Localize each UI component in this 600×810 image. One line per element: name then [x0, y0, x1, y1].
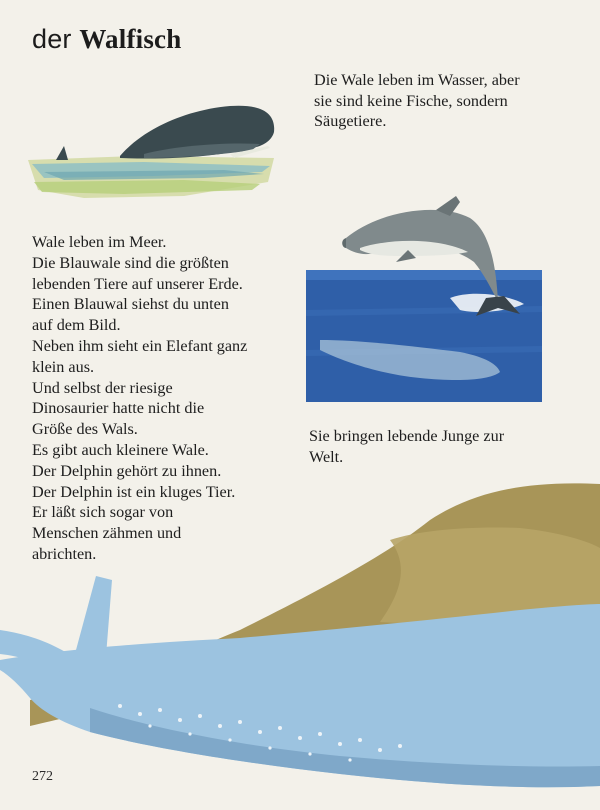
main-line: abrichten.: [32, 544, 97, 563]
main-line: auf dem Bild.: [32, 316, 121, 335]
intro-paragraph: [314, 70, 520, 132]
main-line: Die Blauwale sind die größten: [32, 253, 229, 272]
intro-line: Säugetiere.: [314, 112, 387, 130]
caption-line: Welt.: [309, 447, 344, 466]
title-article: der: [32, 24, 72, 54]
dolphin-illustration: [300, 190, 550, 412]
intro-line: Die Wale leben im Wasser, aber: [314, 71, 520, 89]
caption-paragraph: [309, 426, 504, 467]
main-line: Und selbst der riesige: [32, 378, 173, 397]
caption-line: Sie bringen lebende Junge zur: [309, 427, 505, 445]
main-line: Neben ihm sieht ein Elefant ganz: [32, 336, 248, 355]
main-line: lebenden Tiere auf unserer Erde.: [32, 274, 243, 293]
main-line: Menschen zähmen und: [32, 524, 182, 543]
intro-line: sie sind keine Fische, sondern: [314, 91, 508, 110]
title-noun: Walfisch: [79, 24, 182, 54]
main-line: Dinosaurier hatte nicht die: [32, 399, 205, 418]
main-line: Der Delphin gehört zu ihnen.: [32, 461, 222, 480]
main-line: Es gibt auch kleinere Wale.: [32, 440, 209, 459]
main-line: Der Delphin ist ein kluges Tier.: [32, 482, 236, 501]
main-line: Einen Blauwal siehst du unten: [32, 295, 229, 314]
sperm-whale-illustration: [24, 98, 284, 210]
main-line: Wale leben im Meer.: [32, 233, 167, 251]
main-line: Größe des Wals.: [32, 420, 138, 439]
main-line: klein aus.: [32, 357, 95, 376]
page-number: 272: [32, 769, 53, 784]
main-line: Er läßt sich sogar von: [32, 503, 174, 522]
main-paragraph: [32, 232, 247, 565]
page-title: [32, 24, 181, 55]
